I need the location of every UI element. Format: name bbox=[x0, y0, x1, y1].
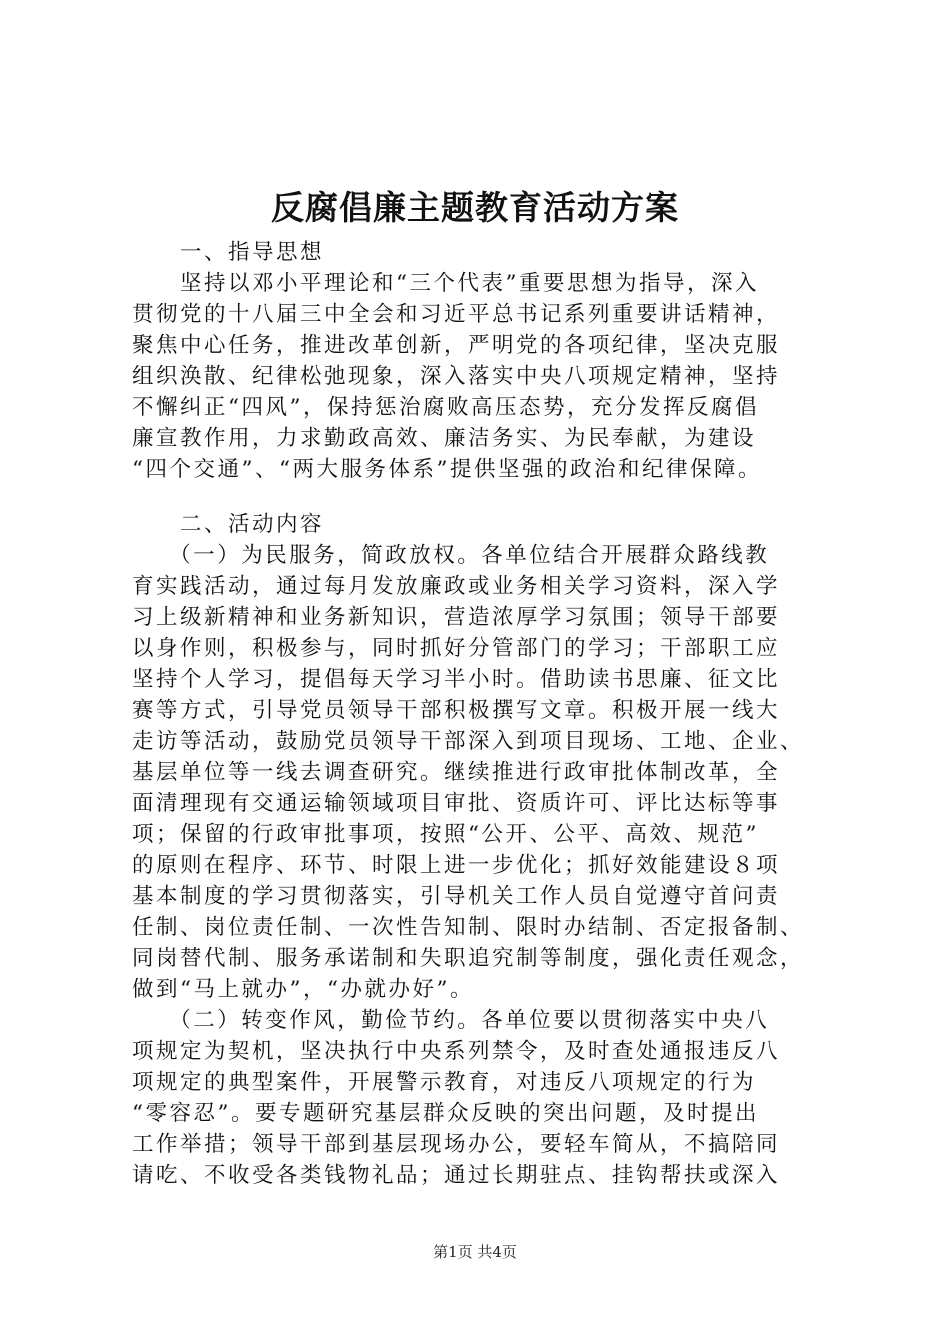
text-line: 聚焦中心任务，推进改革创新，严明党的各项纪律，坚决克服 bbox=[132, 333, 781, 358]
text-line: 做到“马上就办”，“办就办好”。 bbox=[132, 977, 474, 1002]
text-line: 项规定为契机，坚决执行中央系列禁令，及时查处通报违反八 bbox=[132, 1039, 781, 1064]
text-line: 项规定的典型案件，开展警示教育，对违反八项规定的行为 bbox=[132, 1070, 757, 1095]
page-title: 反腐倡廉主题教育活动方案 bbox=[271, 188, 679, 227]
text-line: 坚持个人学习，提倡每天学习半小时。借助读书思廉、征文比 bbox=[132, 667, 781, 692]
text-line: 走访等活动，鼓励党员领导干部深入到项目现场、工地、企业、 bbox=[132, 729, 805, 754]
text-line: 的原则在程序、环节、时限上进一步优化；抓好效能建设８项 bbox=[132, 853, 781, 878]
paragraph-gap bbox=[132, 485, 832, 509]
text-line: “零容忍”。要专题研究基层群众反映的突出问题，及时提出 bbox=[132, 1101, 759, 1126]
text-line: 育实践活动，通过每月发放廉政或业务相关学习资料，深入学 bbox=[132, 574, 781, 599]
text-line: 习上级新精神和业务新知识，营造浓厚学习氛围；领导干部要 bbox=[132, 605, 781, 630]
text-line: “四个交通”、“两大服务体系”提供坚强的政治和纪律保障。 bbox=[132, 457, 762, 482]
text-line: 面清理现有交通运输领域项目审批、资质许可、评比达标等事 bbox=[132, 791, 781, 816]
text-line: （二）转变作风，勤俭节约。各单位要以贯彻落实中央八 bbox=[132, 1008, 770, 1033]
page-footer: 第1页 共4页 bbox=[433, 1243, 517, 1261]
text-line: 同岗替代制、服务承诺制和失职追究制等制度，强化责任观念， bbox=[132, 946, 805, 971]
text-line: 工作举措；领导干部到基层现场办公，要轻车简从，不搞陪同 bbox=[132, 1132, 781, 1157]
text-line: 廉宣教作用，力求勤政高效、廉洁务实、为民奉献，为建设 bbox=[132, 426, 757, 451]
text-line: 基本制度的学习贯彻落实，引导机关工作人员自觉遵守首问责 bbox=[132, 884, 781, 909]
text-line: 任制、岗位责任制、一次性告知制、限时办结制、否定报备制、 bbox=[132, 915, 805, 940]
text-line: 请吃、不收受各类钱物礼品；通过长期驻点、挂钩帮扶或深入 bbox=[132, 1163, 781, 1188]
text-line: 赛等方式，引导党员领导干部积极撰写文章。积极开展一线大 bbox=[132, 698, 781, 723]
text-line: 基层单位等一线去调查研究。继续推进行政审批体制改革，全 bbox=[132, 760, 781, 785]
text-line: 组织涣散、纪律松弛现象，深入落实中央八项规定精神，坚持 bbox=[132, 364, 781, 389]
text-line: 贯彻党的十八届三中全会和习近平总书记系列重要讲话精神， bbox=[132, 302, 781, 327]
text-line: 项；保留的行政审批事项，按照“公开、公平、高效、规范” bbox=[132, 822, 759, 847]
text-line: 不懈纠正“四风”，保持惩治腐败高压态势，充分发挥反腐倡 bbox=[132, 395, 759, 420]
document-body bbox=[132, 237, 832, 1191]
text-line: （一）为民服务，简政放权。各单位结合开展群众路线教 bbox=[132, 543, 770, 568]
text-line: 以身作则，积极参与，同时抓好分管部门的学习；干部职工应 bbox=[132, 636, 781, 661]
text-line: 一、指导思想 bbox=[132, 240, 325, 265]
text-line: 二、活动内容 bbox=[132, 512, 325, 537]
text-line: 坚持以邓小平理论和“三个代表”重要思想为指导，深入 bbox=[132, 271, 759, 296]
